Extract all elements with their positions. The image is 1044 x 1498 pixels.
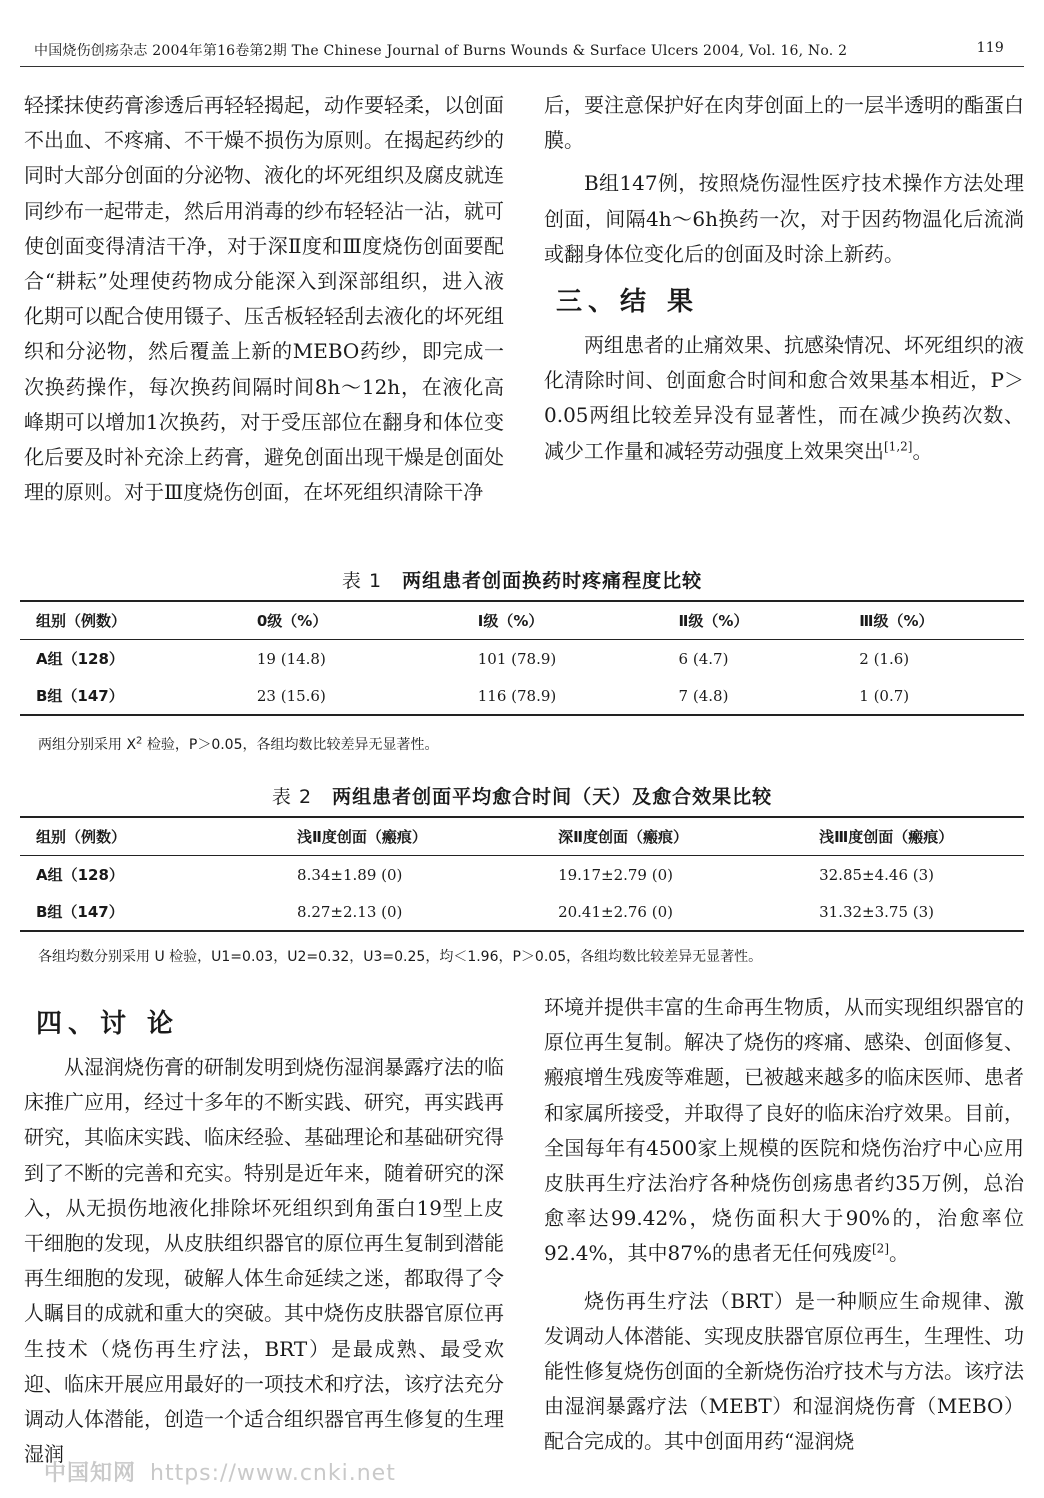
paragraph: 环境并提供丰富的生命再生物质，从而实现组织器官的原位再生复制。解决了烧伤的疼痛、感染、创面修复、瘢痕增生残废等难题，已被越来越多的临床医师、患者和家属所接受，并取得了良好的临床治疗效果。目前，全国每年有4500家上规模的医院和烧伤治疗中心应用皮肤再生疗法治疗各种烧伤创疡患者约35万例，总治愈率达99.42%，烧伤面积大于90%的，治愈率位92.4%，其中87%的患者无任何残废[2]。 bbox=[544, 995, 1024, 1266]
table-header: Ⅲ级（%） bbox=[859, 612, 934, 630]
right-column-top bbox=[544, 88, 1024, 469]
paragraph: 从湿润烧伤膏的研制发明到烧伤湿润暴露疗法的临床推广应用，经过十多年的不断实践、研究，再实践再研究，其临床实践、临床经验、基础理论和基础研究得到了不断的完善和充实。特别是近年来，随着研究的深入，从无损伤地液化排除坏死组织到角蛋白19型上皮干细胞的发现，从皮肤组织器官的原位再生复制到潜能再生细胞的发现，破解人体生命延续之迷，都取得了令人瞩目的成就和重大的突破。其中烧伤皮肤器官原位再生技术（烧伤再生疗法，BRT）是最成熟、最受欢迎、临床开展应用最好的一项技术和疗法，该疗法充分调动人体潜能，创造一个适合组织器官再生修复的生理湿润 bbox=[24, 1055, 504, 1467]
table-header: Ⅱ级（%） bbox=[678, 612, 749, 630]
page-number: 119 bbox=[976, 40, 1004, 56]
table2-note: 各组均数分别采用 U 检验，U1=0.03，U2=0.32，U3=0.25，均＜1.96，P＞0.05，各组均数比较差异无显著性。 bbox=[38, 949, 763, 965]
table-header: 0级（%） bbox=[256, 612, 328, 630]
section-title-results: 三、结 果 bbox=[556, 287, 700, 318]
paragraph: 烧伤再生疗法（BRT）是一种顺应生命规律、激发调动人体潜能、实现皮肤器官原位再生，生理性、功能性修复烧伤创面的全新烧伤治疗技术与方法。该疗法由湿润暴露疗法（MEBT）和湿润烧伤膏（MEBO）配合完成的。其中创面用药“湿润烧 bbox=[544, 1288, 1024, 1454]
table-row: B组（147） 23 (15.6) 116 (78.9) 7 (4.8) 1 (0.7) bbox=[36, 686, 910, 705]
cnki-watermark: 中国知网 https://www.cnki.net bbox=[44, 1461, 396, 1486]
citation-ref: [2] bbox=[872, 1241, 889, 1256]
paragraph: 后，要注意保护好在肉芽创面上的一层半透明的酯蛋白膜。 bbox=[544, 93, 1024, 153]
table-row: A组（128） 8.34±1.89 (0) 19.17±2.79 (0) 32.85±4.46 (3) bbox=[36, 865, 935, 884]
running-header bbox=[34, 38, 1010, 64]
table1-caption: 表 1 两组患者创面换药时疼痛程度比较 bbox=[341, 570, 703, 592]
journal-citation: 中国烧伤创疡杂志 2004年第16卷第2期 The Chinese Journal of Burns Wounds & Surface Ulcers 2004, Vol. 16, No. 2 bbox=[34, 43, 848, 59]
table-header: 浅Ⅲ度创面（瘢痕） bbox=[819, 828, 954, 846]
left-column-bottom bbox=[24, 1000, 504, 1472]
table-header: 浅Ⅱ度创面（瘢痕） bbox=[297, 828, 427, 846]
section-title-discussion: 四、讨 论 bbox=[36, 1009, 180, 1039]
table1 bbox=[20, 600, 1024, 716]
table2 bbox=[20, 816, 1024, 932]
citation-ref: [1,2] bbox=[884, 438, 913, 453]
header-rule bbox=[20, 66, 1024, 67]
table-header: Ⅰ级（%） bbox=[477, 612, 544, 630]
right-column-bottom bbox=[544, 990, 1024, 1460]
left-column-top bbox=[24, 88, 504, 510]
table1-note: 两组分别采用 $X^2$ 检验，P＞0.05，各组均数比较差异无显著性。 bbox=[38, 735, 439, 753]
table-header: 深Ⅱ度创面（瘢痕） bbox=[558, 828, 688, 846]
table-header: 组别（例数） bbox=[36, 612, 127, 630]
table-row: B组（147） 8.27±2.13 (0) 20.41±2.76 (0) 31.32±3.75 (3) bbox=[36, 902, 935, 921]
paragraph: 轻揉抹使药膏渗透后再轻轻揭起，动作要轻柔，以创面不出血、不疼痛、不干燥不损伤为原则。在揭起药纱的同时大部分创面的分泌物、液化的坏死组织及腐皮就连同纱布一起带走，然后用消毒的纱布轻轻沾一沾，就可使创面变得清洁干净，对于深Ⅱ度和Ⅲ度烧伤创面要配合“耕耘”处理使药物成分能深入到深部组织，进入液化期可以配合使用镊子、压舌板轻轻刮去液化的坏死组织和分泌物，然后覆盖上新的MEBO药纱，即完成一次换药操作，每次换药间隔时间8h～12h，在液化高峰期可以增加1次换药，对于受压部位在翻身和体位变化后要及时补充涂上药膏，避免创面出现干燥是创面处理的原则。对于Ⅲ度烧伤创面，在坏死组织清除干净 bbox=[24, 93, 504, 505]
table2-caption: 表 2 两组患者创面平均愈合时间（天）及愈合效果比较 bbox=[271, 786, 773, 808]
table-row: A组（128） 19 (14.8) 101 (78.9) 6 (4.7) 2 (1.6) bbox=[36, 649, 910, 668]
paragraph: B组147例，按照烧伤湿性医疗技术操作方法处理创面，间隔4h～6h换药一次，对于因药物温化后流淌或翻身体位变化后的创面及时涂上新药。 bbox=[544, 171, 1024, 266]
table-header: 组别（例数） bbox=[36, 828, 127, 846]
paragraph: 两组患者的止痛效果、抗感染情况、坏死组织的液化清除时间、创面愈合时间和愈合效果基本相近，P＞0.05两组比较差异没有显著性，而在减少换药次数、减少工作量和减轻劳动强度上效果突出[1,2]。 bbox=[544, 333, 1024, 463]
